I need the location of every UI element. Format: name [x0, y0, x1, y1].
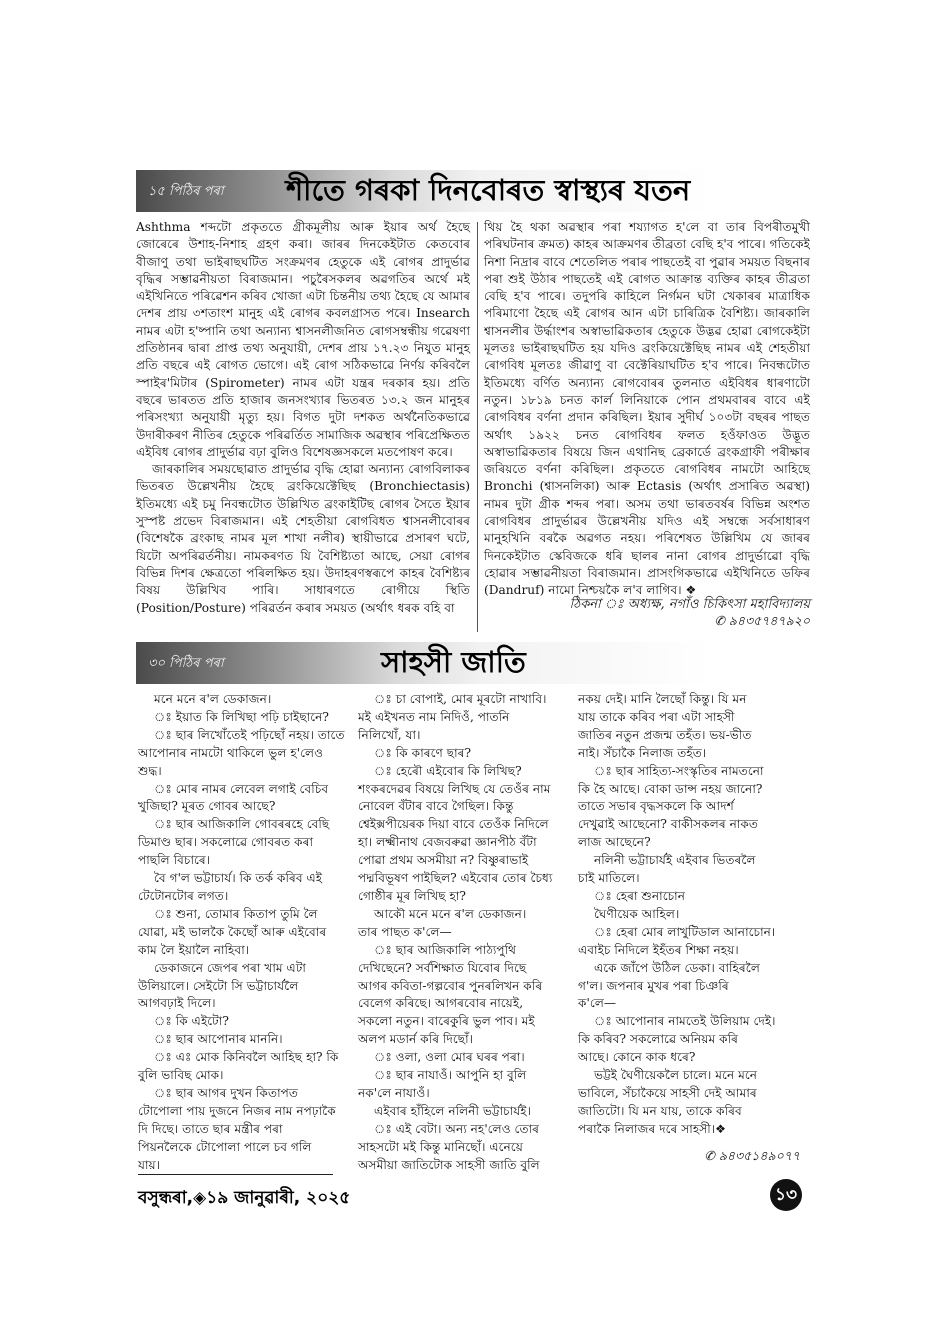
- text-line: নলিনী ভট্টাচাৰ্যই এইবাৰ ভিতৰলৈ: [594, 853, 756, 868]
- text-line: দি দিছে। তাতে ছাৰ মন্ত্ৰীৰ পৰা: [138, 1121, 283, 1136]
- text-line: নাই। সঁচাকৈ নিলাজ তহঁত।: [578, 745, 707, 760]
- text-line: ঃ কি এইটো?: [154, 1014, 229, 1029]
- text-line: গোষ্ঠীৰ মূৰ লিখিছ হা?: [358, 888, 466, 903]
- text-line: পোৱা প্ৰথম অসমীয়া ন? বিষ্ণুৰাভাই: [358, 853, 529, 868]
- text-line: নক'লে নাযাওঁ।: [358, 1085, 430, 1100]
- text-line: দেখুৱাই আছেনো? বাকীসকলৰ নাকত: [578, 817, 759, 832]
- text-line: ডিমাণ্ড ছাৰ। সকলোৱে গোবৰত কৰা: [138, 835, 314, 850]
- text-line: টোপোলা পায় দুজনে নিজৰ নাম নপঢ়াকৈ: [138, 1103, 336, 1118]
- text-line: ঃ এঃ মোক কিনিবলৈ আহিছ হা? কি: [154, 1050, 339, 1065]
- text-line: ঃ আপোনাৰ নামতেই উলিয়াম দেই।: [594, 1014, 776, 1029]
- text-line: একে জাঁপে উঠিল ডেকা। বাহিৰলৈ: [594, 960, 760, 975]
- text-line: আকৌ মনে মনে ৰ'ল ডেকাজন।: [374, 906, 527, 921]
- text-line: ঃ ছাৰ আজিকালি গোবৰৰহে বেছি: [154, 817, 330, 832]
- text-line: ঃ মোৰ নামৰ লেবেল লগাই বেচিব: [154, 781, 329, 796]
- text-line: এইবাৰ হাঁহিলে নলিনী ভট্টাচাৰ্যই।: [374, 1103, 531, 1118]
- article2-header: [136, 642, 711, 684]
- text-line: ঃ ছাৰ সাহিত্য-সংস্কৃতিৰ নামতনো: [594, 763, 764, 778]
- text-line: ঃ হেৰৌ এইবোৰ কি লিখিছ?: [374, 763, 522, 778]
- text-line: পদ্মবিভূষণ পাইছিল? এইবোৰ তোৰ চৈধ্য: [358, 871, 553, 886]
- text-line: লাজ আছেনে?: [578, 835, 651, 850]
- text-line: দেখিছেনে? সৰ্বশিক্ষাত যিবোৰ দিছে: [358, 960, 527, 975]
- page-number: ১৩: [770, 1179, 802, 1211]
- text-line: ঃ ছাৰ নাযাওঁ। আপুনি হা বুলি: [374, 1068, 527, 1083]
- text-line: নকয় দেই। মানি লৈছোঁ কিন্তু। যি মন: [578, 692, 747, 706]
- article1-address: ঠিকনা ঃ অধ্যক্ষ, নগাঁও চিকিৎসা মহাবিদ্যালয়: [569, 597, 810, 612]
- article1-left-column: [136, 219, 470, 617]
- text-line: মই এইখনত নাম নিদিওঁ, পাতনি: [358, 709, 510, 724]
- text-line: অলপ মডাৰ্ন কৰি দিছোঁ।: [358, 1032, 474, 1047]
- text-line: কি কৰিব? সকলোৱে অনিয়ম কৰি: [578, 1032, 738, 1047]
- article2-column-3: [578, 691, 798, 1139]
- article2-title: সাহসী জাতি: [381, 645, 526, 679]
- text-line: আছে। কোনে কাক ধৰে?: [578, 1050, 696, 1065]
- article1-phone: ✆ ৯৪৩৫৭৪৭৯২০: [714, 613, 810, 628]
- text-line: পাছলি বিচাৰে।: [138, 853, 211, 868]
- text-line: কাম লৈ ইয়ালৈ নাহিবা।: [138, 942, 250, 957]
- text-line: তাৰ পাছত ক'লে—: [358, 924, 452, 939]
- text-line: উলিয়ালে। সেইটো সি ভট্টাচাৰ্যলৈ: [138, 978, 299, 993]
- paragraph: Ashthma শব্দটো প্ৰকৃততে গ্ৰীকমূলীয় আৰু ইয়াৰ অৰ্থ হৈছে জোৰেৰে উশাহ-নিশাহ গ্ৰহণ কৰা। জাৰৰ দিনকেইটাত কেতবোৰ বীজাণু তথা ভাইৰাছঘটিত সংক্ৰমণৰ হেতুকে এই ৰোগৰ প্ৰাদুৰ্ভাৱ বৃদ্ধিৰ সম্ভাৱনীয়তা বিৰাজমান। পচুৰৈসকলৰ অৱগতিৰ অৰ্থে মই এইখিনিতে পৰিৱেশন কৰিব খোজা এটা চিন্তনীয় তথ্য হৈছে যে আমাৰ দেশৰ প্ৰায় ৩শতাংশ মানুহ এই ৰোগৰ কবলগ্ৰাসত পৰে। Insearch নামৰ এটা হ'ষ্পানি তথা অন্যান্য শ্বাসনলীজনিত ৰোগসম্বন্ধীয় গৱেষণা প্ৰতিষ্ঠানৰ দ্বাৰা প্ৰাপ্ত তথ্য অনুযায়ী, দেশৰ প্ৰায় ১৭.২৩ নিযুত মানুহ প্ৰতি বছৰে এই ৰোগত ভোগে। এই ৰোগ সঠিকভাৱে নিৰ্ণয় কৰিবলৈ স্পাইৰ'মিটাৰ (Spirometer) নামৰ এটা যন্ত্ৰৰ দৰকাৰ হয়। প্ৰতি বছৰে ভাৰতত প্ৰতি হাজাৰ জনসংখ্যাৰ ভিতৰত ১৩.২ জন মানুহৰ পৰিসংখ্যা অনুযায়ী মৃত্যু হয়। বিগত দুটা দশকত অৰ্থনৈতিকভাৱে উদাৰীকৰণ নীতিৰ হেতুকে পৰিৱৰ্তিত সামাজিক অৱস্থাৰ পৰিপ্ৰেক্ষিতত এইবিধ ৰোগৰ প্ৰাদুৰ্ভাৱ বঢ়া বুলিও বিশেষজ্ঞসকলে মতপোষণ কৰে।: [136, 220, 470, 459]
- text-line: কি হৈ আছে। বোকা ডান্স নহয় জানো?: [578, 781, 763, 796]
- text-line: ঃ হেৰা শুনাচোন: [594, 888, 685, 903]
- text-line: ঃ ছাৰ আগৰ দুখন কিতাপত: [154, 1085, 299, 1100]
- text-line: শ্বেইক্সপীয়েৰক দিয়া বাবে তেওঁক নিদিলে: [358, 817, 549, 832]
- column-divider: [477, 222, 478, 632]
- article2-phone: ✆ ৯৪৩৫১৪৯০৭৭: [704, 1148, 800, 1163]
- text-line: পৰাকৈ নিলাজৰ দৰে সাহসী।❖: [578, 1121, 727, 1136]
- text-line: যোৱা, মই ভালকৈ কৈছোঁ আৰু এইবোৰ: [138, 924, 327, 939]
- text-line: মনে মনে ৰ'ল ডেকাজন।: [154, 692, 272, 706]
- text-line: ঃ শুনা, তোমাৰ কিতাপ তুমি লৈ: [154, 906, 318, 921]
- text-line: জাতিটো। যি মন যায়, তাকে কৰিব: [578, 1103, 742, 1118]
- text-line: শুদ্ধ।: [138, 763, 162, 778]
- article1-title: শীতে গৰকা দিনবোৰত স্বাস্থ্যৰ যতন: [286, 173, 691, 207]
- text-line: এবাইচ নিদিলে ইহঁতৰ শিক্ষা নহয়।: [578, 942, 739, 957]
- text-line: ঘৈণীয়েক আহিল।: [594, 906, 680, 921]
- text-line: ভাবিলে, সঁচাকৈয়ে সাহসী দেই আমাৰ: [578, 1085, 757, 1100]
- text-line: ঃ এই বেটা। অন্য নহ'লেও তোৰ: [374, 1121, 540, 1136]
- text-line: গ'ল। জপনাৰ মুখৰ পৰা চিঞৰি: [578, 978, 729, 993]
- text-line: যায়।: [138, 1157, 161, 1172]
- text-line: টেটোনটোৰ লগত।: [138, 888, 229, 903]
- text-line: শংকৰদেৱৰ বিষয়ে লিখিছ যে তেওঁৰ নাম: [358, 781, 551, 796]
- text-line: আপোনাৰ নামটো থাকিলে ভুল হ'লেও: [138, 745, 324, 760]
- text-line: বৈ গ'ল ভট্টাচাৰ্য। কি তৰ্ক কৰিব এই: [154, 871, 323, 886]
- text-line: তাতে সভাৰ বৃদ্ধসকলে কি আদৰ্শ: [578, 799, 734, 814]
- text-line: ঃ ছাৰ আপোনাৰ মাননি।: [154, 1032, 283, 1047]
- text-line: ঃ ওলা, ওলা মোৰ ঘৰৰ পৰা।: [374, 1050, 525, 1065]
- text-line: ক'লে—: [578, 996, 617, 1011]
- article1-continuation: ১৫ পিঠিৰ পৰা: [148, 184, 224, 199]
- text-line: সকলো নতুন। বাৰেকুৰি ভুল পাব। মই: [358, 1014, 535, 1029]
- paragraph: জাৰকালিৰ সময়ছোৱাত প্ৰাদুৰ্ভাৱ বৃদ্ধি হোৱা অন্যান্য ৰোগবিলাকৰ ভিতৰত উল্লেখনীয় হৈছে ব্ৰংকিয়েক্টেছিছ (Bronchiectasis) ইতিমধ্যে এই চমু নিবন্ধটোত উল্লিখিত ব্ৰংকাইটিছ ৰোগৰ সৈতে ইয়াৰ সুস্পষ্ট প্ৰভেদ বিৰাজমান। এই শেহতীয়া ৰোগবিধত শ্বাসনলীবোৰৰ (বিশেষকৈ ব্ৰংকাছ নামৰ মূল শাখা নলীৰ) স্থায়ীভাৱে প্ৰসাৰণ ঘটে, যিটো অপৰিৱৰ্তনীয়। নামকৰণত যি বৈশিষ্ট্যতা আছে, সেয়া ৰোগৰ বিভিন্ন দিশৰ ক্ষেত্ৰতো পৰিলক্ষিত হয়। উদাহৰণস্বৰূপে কাহৰ বৈশিষ্ট্যৰ বিষয় উল্লিখিব পাৰি। সাধাৰণতে ৰোগীয়ে স্থিতি (Position/Posture) পৰিৱৰ্তন কৰাৰ সময়ত (অৰ্থাৎ ধৰক বহি বা: [136, 462, 470, 615]
- text-line: বুলি ভাবিছ মোক।: [138, 1068, 224, 1083]
- article1-header: [136, 170, 711, 212]
- text-line: ভট্টই ঘৈণীয়েকলৈ চালে। মনে মনে: [594, 1068, 758, 1083]
- footer-rule: [138, 1174, 333, 1175]
- text-line: ঃ ছাৰ আজিকালি পাঠ্যপুথি: [374, 942, 517, 957]
- text-line: নিলিখোঁ, যা।: [358, 727, 421, 742]
- text-line: পিয়নলৈকে টোপোলা পালে চব গলি: [138, 1139, 312, 1154]
- text-line: ডেকাজনে জেপৰ পৰা খাম এটা: [154, 960, 306, 975]
- article1-right-column: [484, 219, 810, 600]
- paragraph: থিয় হৈ থকা অৱস্থাৰ পৰা শয্যাগত হ'লে বা তাৰ বিপৰীতমুখী পৰিঘটনাৰ ক্ৰমত) কাহৰ আক্ৰমণৰ তীব্ৰতা বেছি হ'ব পাৰে। গতিকেই নিশা নিদ্ৰাৰ বাবে শেতেলিত পৰাৰ পাছতেই বা পুৱাৰ সময়ত বিছনাৰ পৰা শুই উঠাৰ পাছতেই এই ৰোগত আক্ৰান্ত ব্যক্তিৰ কাহৰ তীব্ৰতা বেছি হ'ব পাৰে। তদুপৰি কাহিলে নিৰ্গমন ঘটা খেকাৰৰ মাত্ৰাধিক পৰিমাণো হৈছে এই ৰোগৰ আন এটা চাৰিত্ৰিক বৈশিষ্ট্য। জাৰকালি শ্বাসনলীৰ উৰ্দ্ধাংশৰ অস্বাভাৱিকতাৰ হেতুকে উদ্ভৱ হোৱা ৰোগকেইটা মূলতঃ ভাইৰাছঘটিত হয় যদিও ব্ৰংকিয়েক্টেছিছ নামৰ এই শেহতীয়া ৰোগবিধ মূলতঃ জীৱাণু বা বেক্টেৰিয়াঘটিত হ'ব পাৰে। নিবন্ধটোত ইতিমধ্যে বৰ্ণিত অন্যান্য ৰোগবোৰৰ তুলনাত এইবিধৰ ধাৰণাটো নতুন। ১৮১৯ চনত কাৰ্ল লিনিয়াকে পোন প্ৰথমবাৰৰ বাবে এই ৰোগবিধৰ বৰ্ণনা প্ৰদান কৰিছিল। ইয়াৰ সুদীৰ্ঘ ১০৩টা বছৰৰ পাছত অৰ্থাৎ ১৯২২ চনত ৰোগবিধৰ ফলত হওঁফাওত উদ্ভূত অস্বাভাৱিকতাৰ বিষয়ে জিন এথানিছ ব্ৰেকাৰ্ডে ব্ৰংকগ্ৰাফী পৰীক্ষাৰ জৰিয়তে বৰ্ণনা কৰিছিল। প্ৰকৃততে ৰোগবিধৰ নামটো আহিছে Bronchi (শ্বাসনলিকা) আৰু Ectasis (অৰ্থাৎ প্ৰসাৰিত অৱস্থা) নামৰ দুটা গ্ৰীক শব্দৰ পৰা। অসম তথা ভাৰতবৰ্ষৰ বিভিন্ন অংশত ৰোগবিধৰ প্ৰাদুৰ্ভাৱৰ উল্লেখনীয় যদিও এই সম্বন্ধে সৰ্বসাধাৰণ মানুহখিনি বৰকৈ অৱগত নহয়। পৰিশেষত উল্লিখিম যে জাৰৰ দিনকেইটাত স্কেবিজকে ধৰি ছালৰ নানা ৰোগৰ প্ৰাদুৰ্ভাৱো বৃদ্ধি হোৱাৰ সম্ভাৱনীয়তা বিৰাজমান। প্ৰাসংগিকভাৱে এইখিনিতে ডফিৰ (Dandruf) নামো নিশ্চয়কৈ ল'ব লাগিব। ❖: [484, 220, 810, 598]
- text-line: জাতিৰ নতুন প্ৰজন্ম তহঁত। ভয়-ভীত: [578, 727, 752, 742]
- text-line: নোবেল বঁটাৰ বাবে গৈছিল। কিন্তু: [358, 799, 514, 814]
- text-line: ঃ ছাৰ লিখোঁতেই পঢ়িছোঁ নহয়। তাতে: [154, 727, 345, 742]
- text-line: ঃ ইয়াত কি লিখিছা পঢ়ি চাইছানে?: [154, 709, 329, 724]
- article2-column-1: [138, 691, 348, 1174]
- text-line: ঃ হেৰা মোৰ লাখুটিডাল আনাচোন।: [594, 924, 776, 939]
- text-line: চাই মাতিলে।: [578, 871, 640, 886]
- text-line: হা। লক্ষ্মীনাথ বেজবৰুৱা জ্ঞানপীঠ বঁটা: [358, 835, 537, 850]
- text-line: খুজিছা? মূৰত গোবৰ আছে?: [138, 799, 276, 814]
- text-line: যায় তাকে কৰিব পৰা এটা সাহসী: [578, 709, 735, 724]
- text-line: ঃ কি কাৰণে ছাৰ?: [374, 745, 472, 760]
- footer-issue: বসুন্ধৰা,◈১৯ জানুৱাৰী, ২০২৫: [138, 1188, 351, 1208]
- text-line: সাহসটো মই কিন্তু মানিছোঁ। এনেয়ে: [358, 1139, 523, 1154]
- text-line: বেলেগ কৰিছে। আগৰবোৰ নায়েই,: [358, 996, 524, 1011]
- text-line: আগবঢ়াই দিলে।: [138, 996, 216, 1011]
- article2-continuation: ৩০ পিঠিৰ পৰা: [148, 656, 224, 671]
- text-line: ঃ চা বোপাই, মোৰ মূৰটো নাখাবি।: [374, 692, 547, 706]
- text-line: অসমীয়া জাতিটোক সাহসী জাতি বুলি: [358, 1157, 540, 1172]
- text-line: আগৰ কবিতা-গল্পবোৰ পুনৰলিখন কৰি: [358, 978, 543, 993]
- article2-column-2: [358, 691, 568, 1174]
